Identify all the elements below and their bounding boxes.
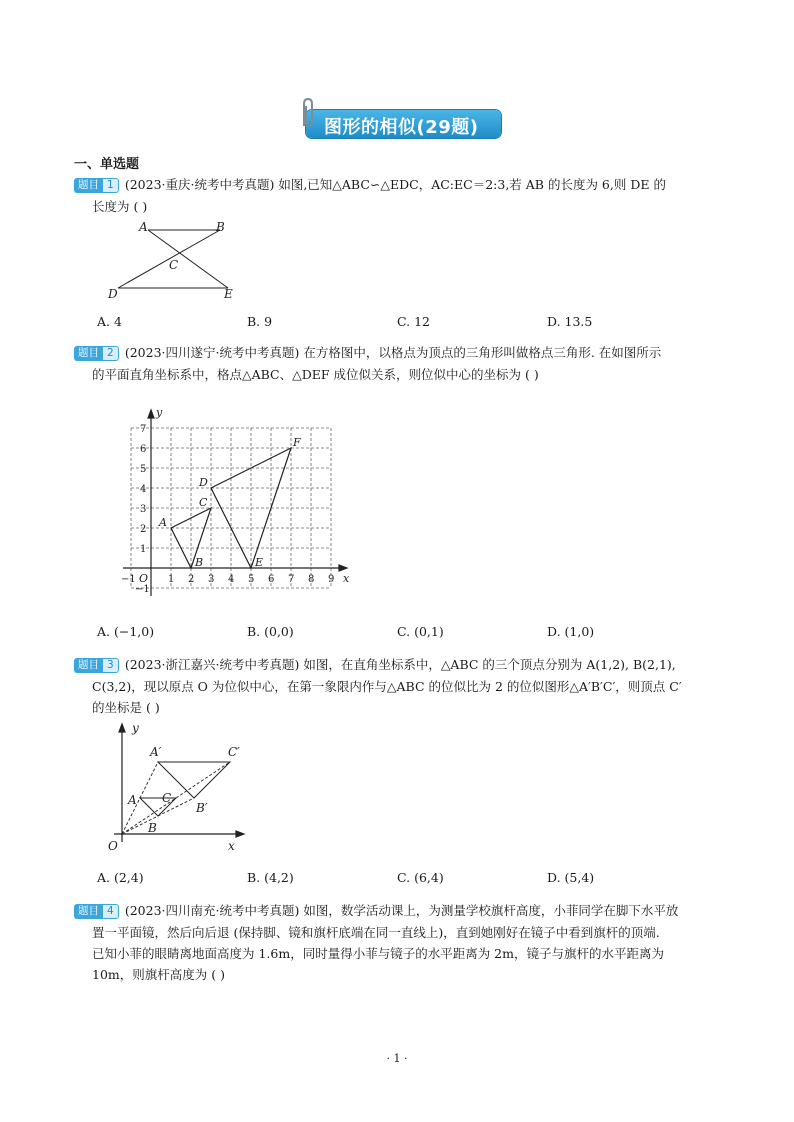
- y-tick: 5: [140, 464, 147, 475]
- question-number-badge: 题目 4: [74, 904, 119, 919]
- paperclip-icon: [296, 96, 318, 130]
- option-a[interactable]: A. (−1,0): [97, 624, 155, 639]
- question-4: [74, 900, 734, 985]
- axis-label-x: x: [343, 572, 350, 585]
- option-c[interactable]: C. 12: [397, 314, 430, 329]
- question-text: 置一平面镜，然后向后退 (保持脚、镜和旗杆底端在同一直线上)，直到她刚好在镜子中看到旗杆的顶端.: [92, 925, 660, 940]
- question-text: C(3,2)，现以原点 O 为位似中心，在第一象限内作与△ABC 的位似比为 2 的位似图形△A′B′C′，则顶点 C′: [92, 679, 682, 694]
- point-label: B: [216, 220, 225, 234]
- point-label: A′: [150, 745, 162, 759]
- point-label: B: [195, 556, 204, 569]
- x-tick: 7: [288, 574, 295, 585]
- x-tick: 5: [248, 574, 255, 585]
- option-b[interactable]: B. (0,0): [247, 624, 294, 639]
- title-box: [306, 110, 501, 138]
- point-label: A: [128, 793, 137, 807]
- figure-q2-grid: [115, 402, 360, 602]
- point-label: A: [159, 516, 167, 529]
- page-number: · 1 ·: [386, 1052, 408, 1065]
- question-text: 长度为 ( ): [92, 199, 148, 214]
- y-tick: 7: [140, 424, 147, 435]
- point-label: B′: [196, 801, 208, 815]
- point-label: E: [224, 287, 233, 301]
- point-label: D: [108, 287, 118, 301]
- option-c[interactable]: C. (0,1): [397, 624, 444, 639]
- question-text: (2023·浙江嘉兴·统考中考真题) 如图，在直角坐标系中，△ABC 的三个顶点分别为 A(1,2), B(2,1),: [124, 657, 676, 672]
- x-tick: 3: [208, 574, 215, 585]
- x-tick: −1: [121, 574, 136, 585]
- x-tick: 8: [308, 574, 315, 585]
- point-label: B: [148, 821, 157, 835]
- y-tick: 2: [140, 524, 147, 535]
- question-2: [74, 342, 734, 385]
- question-text: 的平面直角坐标系中，格点△ABC、△DEF 成位似关系，则位似中心的坐标为 ( ): [92, 367, 539, 382]
- figure-q1: [100, 218, 245, 304]
- option-c[interactable]: C. (6,4): [397, 870, 444, 885]
- option-d[interactable]: D. (1,0): [547, 624, 595, 639]
- x-tick: 1: [168, 574, 175, 585]
- question-number-badge: 题目 2: [74, 346, 119, 361]
- option-d[interactable]: D. 13.5: [547, 314, 593, 329]
- axis-label-y: y: [156, 406, 163, 419]
- origin-label: O: [139, 572, 149, 585]
- question-text: (2023·重庆·统考中考真题) 如图,已知△ABC∽△EDC，AC:EC＝2:3,若 AB 的长度为 6,则 DE 的: [124, 177, 666, 192]
- option-a[interactable]: A. (2,4): [97, 870, 144, 885]
- y-tick: 4: [140, 484, 147, 495]
- question-number-badge: 题目 1: [74, 178, 119, 193]
- question-text: 的坐标是 ( ): [92, 700, 160, 715]
- point-label: A: [139, 220, 148, 234]
- option-b[interactable]: B. 9: [247, 314, 273, 329]
- question-3: [74, 654, 734, 718]
- option-d[interactable]: D. (5,4): [547, 870, 595, 885]
- point-label: E: [255, 556, 264, 569]
- title-banner: [296, 108, 501, 140]
- question-text: 10m，则旗杆高度为 ( ): [92, 967, 225, 982]
- point-label: C: [162, 791, 172, 805]
- point-label: C′: [228, 745, 240, 759]
- y-tick: 1: [140, 544, 147, 555]
- question-text: (2023·四川南充·统考中考真题) 如图，数学活动课上，为测量学校旗杆高度，小菲同学在脚下水平放: [124, 903, 679, 918]
- question-1: [74, 174, 734, 217]
- question-text: 已知小菲的眼睛离地面高度为 1.6m，同时量得小菲与镜子的水平距离为 2m，镜子与旗杆的水平距离为: [92, 946, 664, 961]
- page-title: 图形的相似(29题): [324, 117, 479, 138]
- x-tick: 4: [228, 574, 235, 585]
- x-tick: 6: [268, 574, 275, 585]
- question-text: (2023·四川遂宁·统考中考真题) 在方格图中，以格点为顶点的三角形叫做格点三角形. 在如图所示: [124, 345, 662, 360]
- question-number-badge: 题目 3: [74, 658, 119, 673]
- x-tick: 2: [188, 574, 195, 585]
- point-label: D: [199, 476, 208, 489]
- axis-label-y: y: [132, 722, 139, 735]
- point-label: F: [293, 436, 301, 449]
- y-tick: 3: [140, 504, 147, 515]
- option-a[interactable]: A. 4: [97, 314, 122, 329]
- point-label: C: [199, 496, 208, 509]
- y-tick: −1: [135, 584, 150, 595]
- point-label: C: [169, 258, 179, 272]
- figure-q3: [100, 722, 260, 857]
- option-b[interactable]: B. (4,2): [247, 870, 294, 885]
- origin-label: O: [108, 839, 118, 853]
- y-tick: 6: [140, 444, 147, 455]
- axis-label-x: x: [228, 839, 235, 853]
- x-tick: 9: [328, 574, 335, 585]
- section-heading: 一、单选题: [74, 157, 140, 172]
